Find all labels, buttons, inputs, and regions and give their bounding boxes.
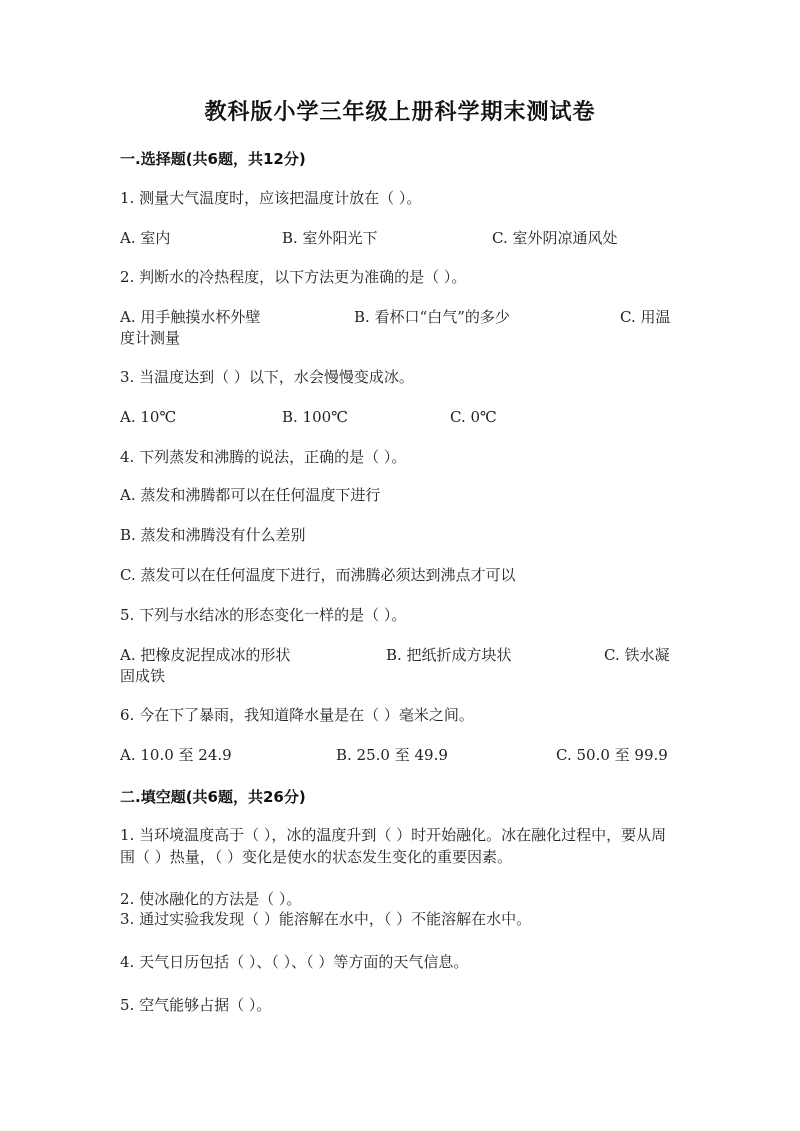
q6-option-c: C. 50.0 至 99.9: [556, 746, 668, 764]
fill-item-2: 2. 使冰融化的方法是（ ）。: [120, 890, 302, 908]
question-1: 1. 测量大气温度时，应该把温度计放在（ ）。: [120, 189, 422, 207]
q2-option-b: B. 看杯口“白气”的多少: [354, 308, 510, 326]
q3-option-c: C. 0℃: [450, 408, 497, 426]
q4-option-b: B. 蒸发和沸腾没有什么差别: [120, 526, 306, 544]
q4-option-a: A. 蒸发和沸腾都可以在任何温度下进行: [120, 486, 381, 504]
question-3: 3. 当温度达到（ ）以下，水会慢慢变成冰。: [120, 368, 414, 386]
q2-option-c: C. 用温: [620, 308, 671, 326]
q1-option-c: C. 室外阴凉通风处: [492, 229, 618, 247]
fill-item-5: 5. 空气能够占据（ ）。: [120, 996, 272, 1014]
q1-option-a: A. 室内: [120, 229, 171, 247]
question-2: 2. 判断水的冷热程度，以下方法更为准确的是（ ）。: [120, 268, 467, 286]
q2-option-a: A. 用手触摸水杯外壁: [120, 308, 261, 326]
section-heading-fill: 二.填空题(共6题，共26分): [120, 788, 306, 806]
q6-option-a: A. 10.0 至 24.9: [120, 746, 232, 764]
q5-option-b: B. 把纸折成方块状: [386, 646, 512, 664]
fill-item-4: 4. 天气日历包括（ ）、（ ）、（ ）等方面的天气信息。: [120, 953, 469, 971]
q3-option-a: A. 10℃: [120, 408, 177, 426]
question-5: 5. 下列与水结冰的形态变化一样的是（ ）。: [120, 606, 407, 624]
fill-item-3: 3. 通过实验我发现（ ）能溶解在水中，（ ）不能溶解在水中。: [120, 910, 532, 928]
q3-option-b: B. 100℃: [282, 408, 348, 426]
q4-option-c: C. 蒸发可以在任何温度下进行，而沸腾必须达到沸点才可以: [120, 566, 516, 584]
question-6: 6. 今在下了暴雨，我知道降水量是在（ ）毫米之间。: [120, 706, 474, 724]
page-title: 教科版小学三年级上册科学期末测试卷: [204, 100, 596, 125]
q2-option-c-wrap: 度计测量: [120, 329, 181, 347]
q5-option-c-wrap: 固成铁: [120, 667, 166, 685]
question-4: 4. 下列蒸发和沸腾的说法，正确的是（ ）。: [120, 448, 407, 466]
q5-option-c: C. 铁水凝: [604, 646, 670, 664]
q5-option-a: A. 把橡皮泥捏成冰的形状: [120, 646, 291, 664]
fill-item-1: 1. 当环境温度高于（ ），冰的温度升到（ ）时开始融化。冰在融化过程中，要从周围（ ）热量，（ ）变化是使水的状态发生变化的重要因素。: [120, 826, 667, 866]
q1-option-b: B. 室外阳光下: [282, 229, 378, 247]
q6-option-b: B. 25.0 至 49.9: [336, 746, 448, 764]
section-heading-choice: 一.选择题(共6题，共12分): [120, 150, 306, 168]
